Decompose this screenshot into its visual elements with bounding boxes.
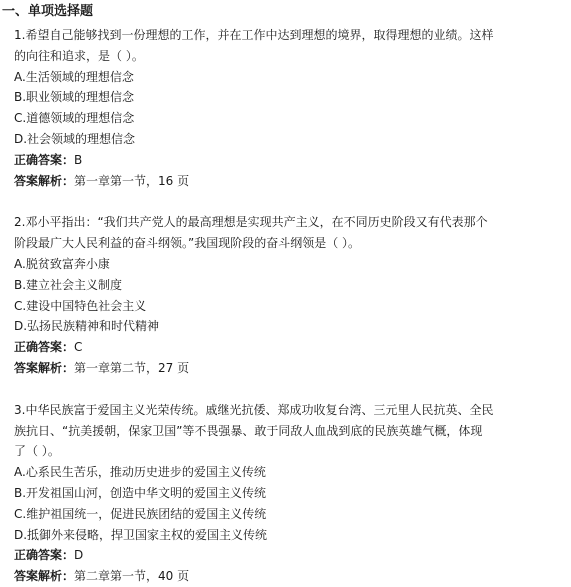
question-spacer bbox=[14, 191, 565, 212]
explanation-row bbox=[14, 566, 565, 587]
explanation-label: 答案解析： bbox=[14, 569, 75, 584]
explanation-value: 第一章第一节，16 页 bbox=[74, 173, 190, 188]
question-stem-line: 阶段最广大人民利益的奋斗纲领。”我国现阶段的奋斗纲领是（ ）。 bbox=[14, 236, 361, 251]
option-a: A.脱贫致富奔小康 bbox=[14, 256, 110, 271]
question-2 bbox=[14, 212, 565, 378]
option-b: B.开发祖国山河，创造中华文明的爱国主义传统 bbox=[14, 485, 267, 500]
option-c: C.建设中国特色社会主义 bbox=[14, 298, 147, 313]
question-stem-line: 的向往和追求，是（ ）。 bbox=[14, 48, 144, 63]
option-a: A.心系民生苦乐，推动历史进步的爱国主义传统 bbox=[14, 465, 266, 480]
question-2-stem bbox=[14, 212, 565, 254]
answer-label: 正确答案： bbox=[14, 340, 75, 355]
explanation-label: 答案解析： bbox=[14, 173, 75, 188]
question-1 bbox=[14, 25, 565, 191]
question-stem-line: 了（ ）。 bbox=[14, 444, 60, 459]
explanation-row bbox=[14, 358, 565, 379]
question-stem-line: 3.中华民族富于爱国主义光荣传统。戚继光抗倭、郑成功收复台湾、三元里人民抗英、全民 bbox=[14, 402, 494, 417]
explanation-row bbox=[14, 171, 565, 192]
answer-value: D bbox=[74, 548, 84, 563]
question-stem-line: 1.希望自己能够找到一份理想的工作，并在工作中达到理想的境界，取得理想的业绩。这样 bbox=[14, 28, 494, 42]
answer-label: 正确答案： bbox=[14, 548, 75, 563]
option-b: B.建立社会主义制度 bbox=[14, 277, 123, 292]
option-d: D.弘扬民族精神和时代精神 bbox=[14, 319, 160, 334]
answer-row bbox=[14, 150, 565, 171]
answer-value: B bbox=[74, 152, 83, 167]
answer-row bbox=[14, 545, 565, 566]
question-spacer bbox=[14, 379, 565, 400]
option-d: D.抵御外来侵略，捍卫国家主权的爱国主义传统 bbox=[14, 527, 268, 542]
answer-row bbox=[14, 337, 565, 358]
explanation-value: 第二章第一节，40 页 bbox=[74, 569, 190, 584]
option-a: A.生活领域的理想信念 bbox=[14, 69, 134, 84]
question-stem-line: 2.邓小平指出：“我们共产党人的最高理想是实现共产主义，在不同历史阶段又有代表那个 bbox=[14, 215, 488, 230]
option-d: D.社会领域的理想信念 bbox=[14, 131, 136, 146]
answer-label: 正确答案： bbox=[14, 152, 75, 167]
explanation-value: 第一章第二节，27 页 bbox=[74, 360, 190, 375]
option-b: B.职业领域的理想信念 bbox=[14, 90, 135, 105]
question-3 bbox=[14, 400, 565, 587]
option-c: C.维护祖国统一，促进民族团结的爱国主义传统 bbox=[14, 506, 267, 521]
question-stem-line: 族抗日、“抗美援朝，保家卫国”等不畏强暴、敢于同敌人血战到底的民族英雄气概，体现 bbox=[14, 423, 483, 438]
question-3-stem bbox=[14, 400, 565, 462]
option-c: C.道德领域的理想信念 bbox=[14, 111, 135, 126]
question-1-stem bbox=[14, 25, 565, 67]
answer-value: C bbox=[74, 340, 83, 355]
section-title: 一、单项选择题 bbox=[2, 4, 94, 19]
explanation-label: 答案解析： bbox=[14, 360, 75, 375]
